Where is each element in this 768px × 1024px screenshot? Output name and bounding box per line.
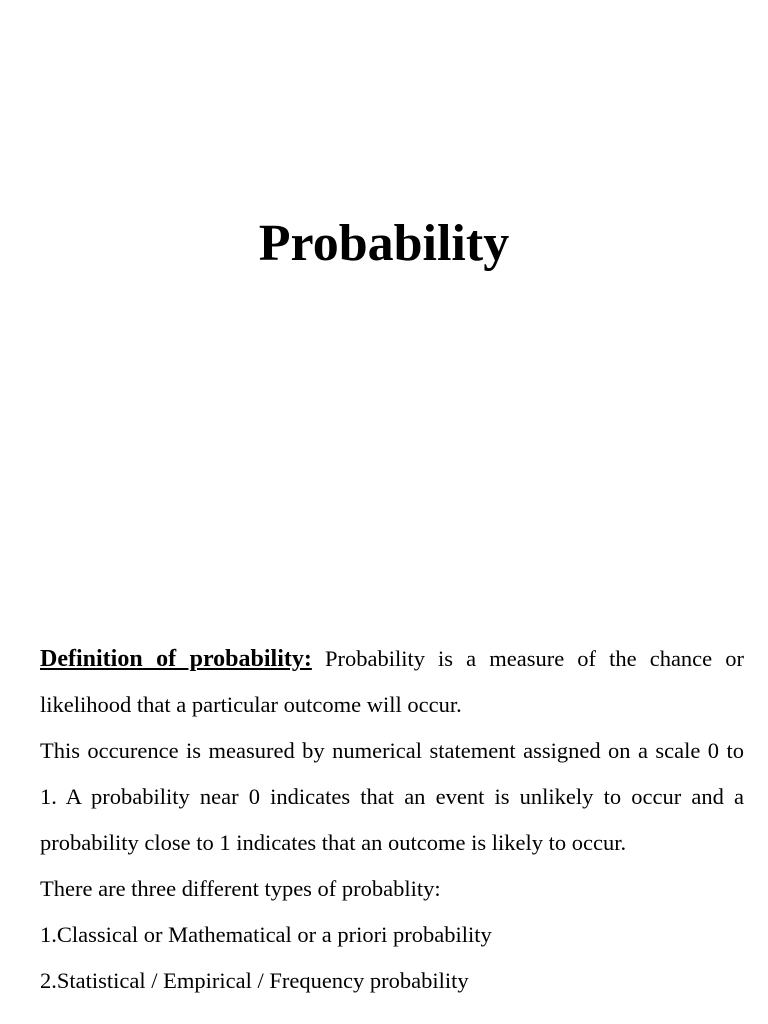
page-title: Probability bbox=[258, 215, 510, 272]
type-item-1: 1.Classical or Mathematical or a priori probability bbox=[40, 922, 492, 947]
document-body bbox=[40, 636, 744, 1004]
types-intro: There are three different types of probablity: bbox=[40, 876, 441, 901]
definition-paragraph bbox=[40, 636, 744, 728]
scale-paragraph: This occurence is measured by numerical statement assigned on a scale 0 to 1. A probability near 0 indicates that an event is unlikely to occur and a probability close to 1 indicates that an outcome is likely to occur. bbox=[40, 738, 744, 855]
definition-text: Probability is a measure of the chance or likelihood that a particular outcome will occur. bbox=[40, 646, 744, 717]
definition-heading: Definition of probability: bbox=[40, 646, 312, 672]
type-item-2: 2.Statistical / Empirical / Frequency probability bbox=[40, 968, 469, 993]
